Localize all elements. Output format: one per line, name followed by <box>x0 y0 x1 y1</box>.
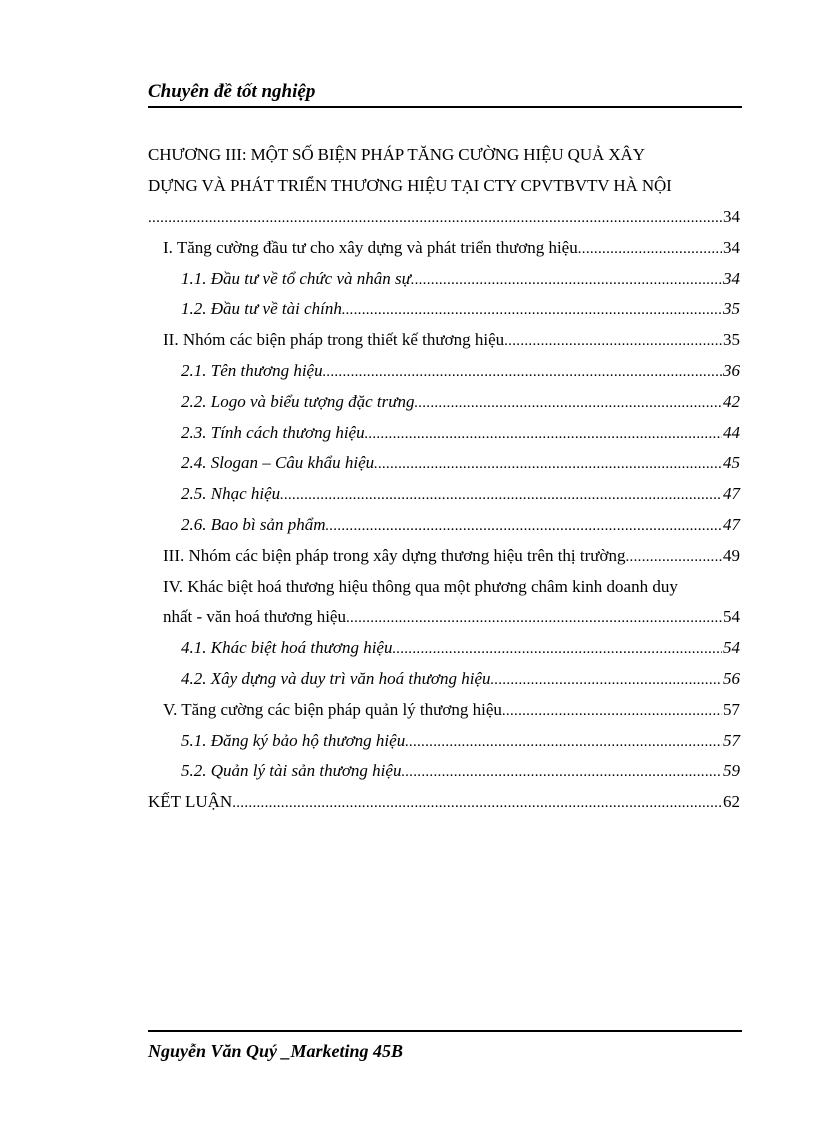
entry-text: IV. Khác biệt hoá thương hiệu thông qua một phương châm kinh doanh duy <box>163 576 678 596</box>
page-number: 44 <box>723 422 740 442</box>
page-number: 35 <box>723 330 740 350</box>
page-number: 54 <box>723 638 740 658</box>
chapter-title-line-1: CHƯƠNG III: MỘT SỐ BIỆN PHÁP TĂNG CƯỜNG HIỆU QUẢ XÂY <box>148 145 645 164</box>
leader-dots <box>148 207 722 227</box>
page-number: 47 <box>723 484 740 504</box>
page-number: 56 <box>723 668 740 688</box>
page-number: 34 <box>723 268 740 288</box>
entry-text: I. Tăng cường đầu tư cho xây dựng và phát triển thương hiệu <box>163 237 578 257</box>
leader-dots <box>401 761 722 781</box>
toc-entry[interactable] <box>148 694 740 725</box>
leader-dots <box>578 238 722 258</box>
entry-text: 2.3. Tính cách thương hiệu <box>181 422 365 442</box>
toc-entry-conclusion[interactable] <box>148 787 740 818</box>
entry-text: V. Tăng cường các biện pháp quản lý thương hiệu <box>163 699 502 719</box>
leader-dots <box>392 638 722 658</box>
toc-entry[interactable] <box>148 417 740 448</box>
table-of-contents <box>148 140 740 818</box>
entry-text: nhất - văn hoá thương hiệu <box>163 607 346 627</box>
entry-text: 5.1. Đăng ký bảo hộ thương hiệu <box>181 730 406 750</box>
page-number: 57 <box>723 699 740 719</box>
page-number: 45 <box>723 453 740 473</box>
leader-dots <box>280 484 722 504</box>
toc-entry[interactable] <box>148 294 740 325</box>
entry-text: 2.6. Bao bì sản phẩm <box>181 514 326 534</box>
leader-dots <box>411 269 722 289</box>
page-header <box>148 80 742 108</box>
entry-text: 4.2. Xây dựng và duy trì văn hoá thương hiệu <box>181 668 491 688</box>
page-number: 47 <box>723 514 740 534</box>
page-number: 57 <box>723 730 740 750</box>
page-number: 59 <box>723 761 740 781</box>
toc-entry[interactable] <box>148 540 740 571</box>
leader-dots <box>491 669 723 689</box>
chapter-title-line-2: DỰNG VÀ PHÁT TRIỂN THƯƠNG HIỆU TẠI CTY CPVTBVTV HÀ NỘI <box>148 175 672 195</box>
leader-dots <box>365 423 722 443</box>
page-number: 35 <box>723 299 740 319</box>
toc-entry[interactable] <box>148 664 740 695</box>
entry-text: 1.2. Đầu tư về tài chính <box>181 299 342 319</box>
leader-dots <box>326 515 723 535</box>
leader-dots <box>405 731 722 751</box>
toc-entry[interactable] <box>148 356 740 387</box>
toc-entry[interactable] <box>148 232 740 263</box>
page-number: 42 <box>723 391 740 411</box>
header-title: Chuyên đề tốt nghiệp <box>148 81 316 102</box>
toc-entry-iv-line-2[interactable] <box>148 602 740 633</box>
page-number: 62 <box>723 792 740 812</box>
leader-dots <box>415 392 723 412</box>
entry-text: 2.2. Logo và biểu tượng đặc trưng <box>181 391 415 411</box>
toc-entry[interactable] <box>148 510 740 541</box>
entry-text: 2.1. Tên thương hiệu <box>181 360 323 380</box>
entry-text: III. Nhóm các biện pháp trong xây dựng thương hiệu trên thị trường <box>163 545 626 565</box>
entry-text: 1.1. Đầu tư về tổ chức và nhân sự <box>181 268 411 288</box>
entry-text: 2.5. Nhạc hiệu <box>181 484 281 504</box>
page-number: 34 <box>723 206 740 226</box>
entry-text: 5.2. Quản lý tài sản thương hiệu <box>181 761 402 781</box>
toc-entry[interactable] <box>148 263 740 294</box>
toc-entry-iv-line-1[interactable] <box>148 571 740 602</box>
toc-entry[interactable] <box>148 386 740 417</box>
leader-dots <box>374 453 722 473</box>
footer-rule <box>148 1030 742 1032</box>
page-footer <box>148 1030 742 1062</box>
entry-text: II. Nhóm các biện pháp trong thiết kế thương hiệu <box>163 330 505 350</box>
toc-entry[interactable] <box>148 325 740 356</box>
leader-dots <box>323 361 722 381</box>
toc-entry-chapter-page[interactable] <box>148 202 740 233</box>
toc-entry[interactable] <box>148 479 740 510</box>
leader-dots <box>504 330 722 350</box>
leader-dots <box>626 546 723 566</box>
toc-entry[interactable] <box>148 725 740 756</box>
toc-entry[interactable] <box>148 756 740 787</box>
leader-dots <box>346 607 722 627</box>
page-number: 54 <box>723 607 740 627</box>
entry-text: KẾT LUẬN <box>148 792 233 812</box>
page-number: 49 <box>723 545 740 565</box>
header-rule <box>148 106 742 108</box>
toc-entry[interactable] <box>148 448 740 479</box>
leader-dots <box>502 700 722 720</box>
footer-text: Nguyễn Văn Quý _Marketing 45B <box>148 1041 404 1061</box>
entry-text: 4.1. Khác biệt hoá thương hiệu <box>181 638 393 658</box>
leader-dots <box>342 299 722 319</box>
toc-entry[interactable] <box>148 633 740 664</box>
page-number: 34 <box>723 237 740 257</box>
entry-text: 2.4. Slogan – Câu khẩu hiệu <box>181 453 375 473</box>
page-number: 36 <box>723 360 740 380</box>
leader-dots <box>232 792 722 812</box>
